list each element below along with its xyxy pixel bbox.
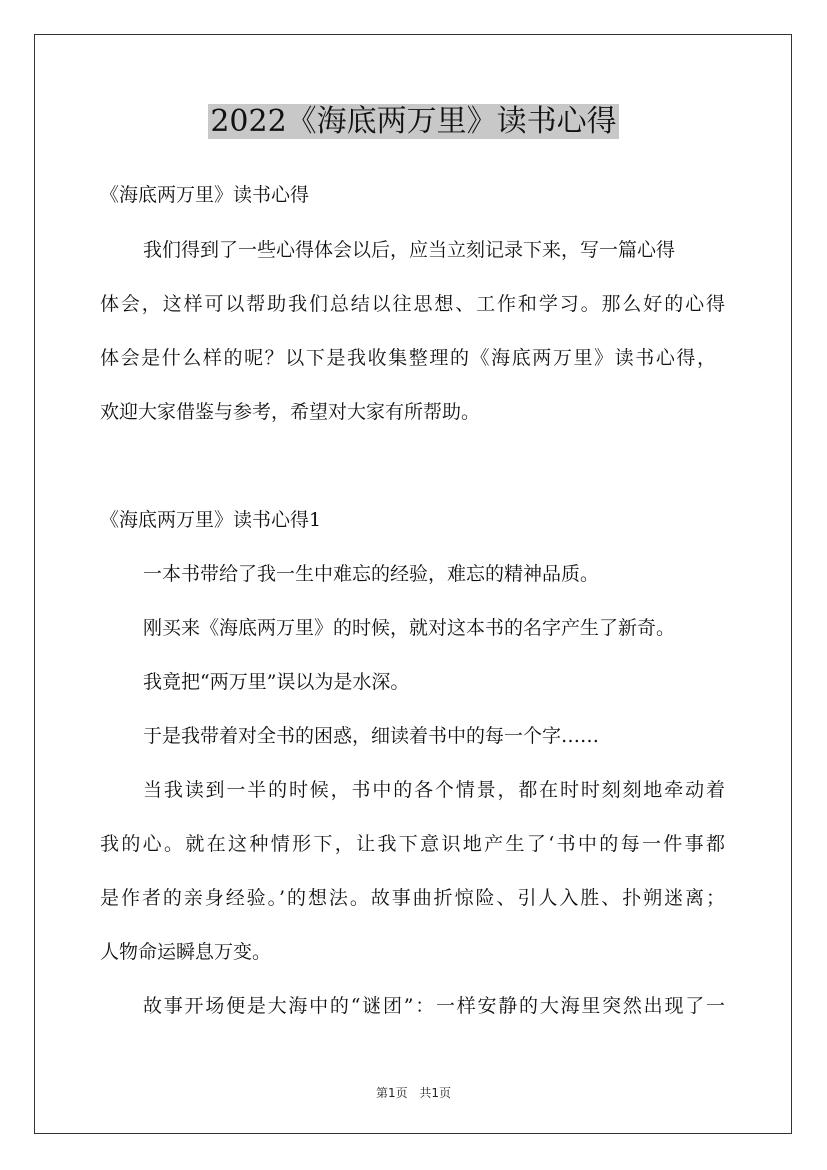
intro-line-2: 体会，这样可以帮助我们总结以往思想、工作和学习。那么好的心得 bbox=[100, 293, 725, 315]
intro-line-4: 欢迎大家借鉴与参考，希望对大家有所帮助。 bbox=[100, 401, 481, 423]
body-line-3: 我竟把“两万里”误以为是水深。 bbox=[143, 671, 410, 693]
document-title-text: 2022《海底两万里》读书心得 bbox=[210, 104, 617, 139]
document-title bbox=[0, 100, 827, 144]
page-total: 共1页 bbox=[419, 1086, 452, 1100]
body-line-8: 人物命运瞬息万变。 bbox=[100, 941, 272, 963]
body-line-9: 故事开场便是大海中的“谜团”：一样安静的大海里突然出现了一 bbox=[143, 995, 725, 1017]
body-line-2: 刚买来《海底两万里》的时候，就对这本书的名字产生了新奇。 bbox=[143, 617, 676, 639]
body-line-4: 于是我带着对全书的困惑，细读着书中的每一个字…… bbox=[143, 725, 600, 747]
body-line-1: 一本书带给了我一生中难忘的经验，难忘的精神品质。 bbox=[143, 563, 600, 585]
intro-line-3: 体会是什么样的呢？以下是我收集整理的《海底两万里》读书心得， bbox=[100, 347, 716, 369]
subtitle: 《海底两万里》读书心得 bbox=[100, 184, 310, 206]
intro-line-1: 我们得到了一些心得体会以后，应当立刻记录下来，写一篇心得 bbox=[143, 239, 676, 261]
page-number: 第1页 bbox=[375, 1086, 408, 1100]
body-line-5: 当我读到一半的时候，书中的各个情景，都在时时刻刻地牵动着 bbox=[143, 779, 725, 801]
body-line-6: 我的心。就在这种情形下，让我下意识地产生了‘书中的每一件事都 bbox=[100, 833, 725, 855]
page-footer bbox=[0, 1084, 827, 1102]
body-line-7: 是作者的亲身经验。’的想法。故事曲折惊险、引人入胜、扑朔迷离； bbox=[100, 887, 725, 909]
section-heading: 《海底两万里》读书心得1 bbox=[100, 509, 322, 531]
